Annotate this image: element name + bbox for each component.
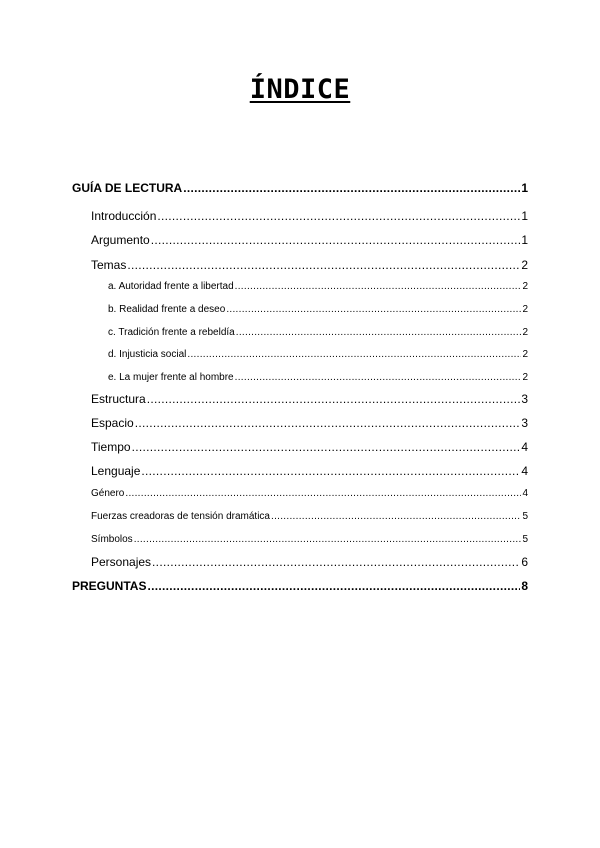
toc-leader-dots <box>147 579 520 593</box>
toc-entry[interactable] <box>72 349 528 360</box>
toc-entry-page: 1 <box>521 209 528 223</box>
toc-entry[interactable] <box>72 464 528 478</box>
toc-entry-page: 4 <box>521 440 528 454</box>
toc-entry[interactable] <box>72 488 528 499</box>
toc-entry-label: c. Tradición frente a rebeldía <box>108 327 235 338</box>
toc-entry-label: Espacio <box>91 416 134 430</box>
toc-entry-label: Estructura <box>91 392 146 406</box>
toc-entry-page: 2 <box>522 281 528 292</box>
toc-entry-label: Argumento <box>91 233 150 247</box>
toc-entry-page: 4 <box>521 464 528 478</box>
toc-entry[interactable] <box>72 555 528 569</box>
toc-leader-dots <box>147 392 521 406</box>
toc-entry-label: PREGUNTAS <box>72 579 147 593</box>
toc-leader-dots <box>132 440 521 454</box>
toc-entry[interactable] <box>72 281 528 292</box>
toc-leader-dots <box>151 233 521 247</box>
toc-entry-page: 8 <box>521 579 528 593</box>
toc-entry-label: Introducción <box>91 209 157 223</box>
toc-leader-dots <box>235 281 522 292</box>
toc-entry[interactable] <box>72 209 528 223</box>
toc-entry[interactable] <box>72 372 528 383</box>
toc-entry-page: 5 <box>522 534 528 545</box>
toc-leader-dots <box>235 372 522 383</box>
toc-entry-page: 3 <box>521 392 528 406</box>
toc-entry-page: 2 <box>522 349 528 360</box>
toc-entry[interactable] <box>72 440 528 454</box>
toc-entry[interactable] <box>72 534 528 545</box>
toc-entry-label: d. Injusticia social <box>108 349 187 360</box>
toc-entry-page: 4 <box>522 488 528 499</box>
toc-entry[interactable] <box>72 258 528 272</box>
toc-leader-dots <box>125 488 521 499</box>
toc-leader-dots <box>157 209 520 223</box>
toc-leader-dots <box>236 327 522 338</box>
toc-entry-label: Personajes <box>91 555 152 569</box>
toc-entry-label: Fuerzas creadoras de tensión dramática <box>91 511 270 522</box>
toc-entry-page: 6 <box>521 555 528 569</box>
toc-entry[interactable] <box>72 327 528 338</box>
toc-leader-dots <box>226 304 521 315</box>
toc-entry-page: 3 <box>521 416 528 430</box>
toc-leader-dots <box>127 258 520 272</box>
toc-entry-label: Lenguaje <box>91 464 141 478</box>
toc-leader-dots <box>271 511 521 522</box>
toc-entry-page: 2 <box>522 327 528 338</box>
toc-entry-page: 1 <box>521 181 528 195</box>
toc-entry-label: Género <box>91 488 125 499</box>
toc-entry-label: b. Realidad frente a deseo <box>108 304 226 315</box>
toc-entry-label: e. La mujer frente al hombre <box>108 372 234 383</box>
toc-entry-label: a. Autoridad frente a libertad <box>108 281 234 292</box>
page-title: ÍNDICE <box>249 74 351 105</box>
toc-leader-dots <box>134 534 522 545</box>
toc-entry-label: GUÍA DE LECTURA <box>72 181 183 195</box>
toc-entry-page: 1 <box>521 233 528 247</box>
toc-leader-dots <box>183 181 520 195</box>
toc-entry-label: Temas <box>91 258 127 272</box>
toc-entry-page: 2 <box>522 372 528 383</box>
toc-leader-dots <box>141 464 520 478</box>
toc-entry[interactable] <box>72 416 528 430</box>
toc-entry[interactable] <box>72 233 528 247</box>
toc-entry-page: 2 <box>521 258 528 272</box>
toc-entry[interactable] <box>72 579 528 593</box>
toc-entry[interactable] <box>72 511 528 522</box>
toc-leader-dots <box>135 416 521 430</box>
toc-entry-page: 2 <box>522 304 528 315</box>
toc-entry-label: Tiempo <box>91 440 131 454</box>
toc-entry[interactable] <box>72 181 528 195</box>
toc-entry-page: 5 <box>522 511 528 522</box>
toc-entry[interactable] <box>72 304 528 315</box>
toc-entry-label: Símbolos <box>91 534 133 545</box>
toc-leader-dots <box>152 555 520 569</box>
toc-leader-dots <box>187 349 521 360</box>
toc-entry[interactable] <box>72 392 528 406</box>
